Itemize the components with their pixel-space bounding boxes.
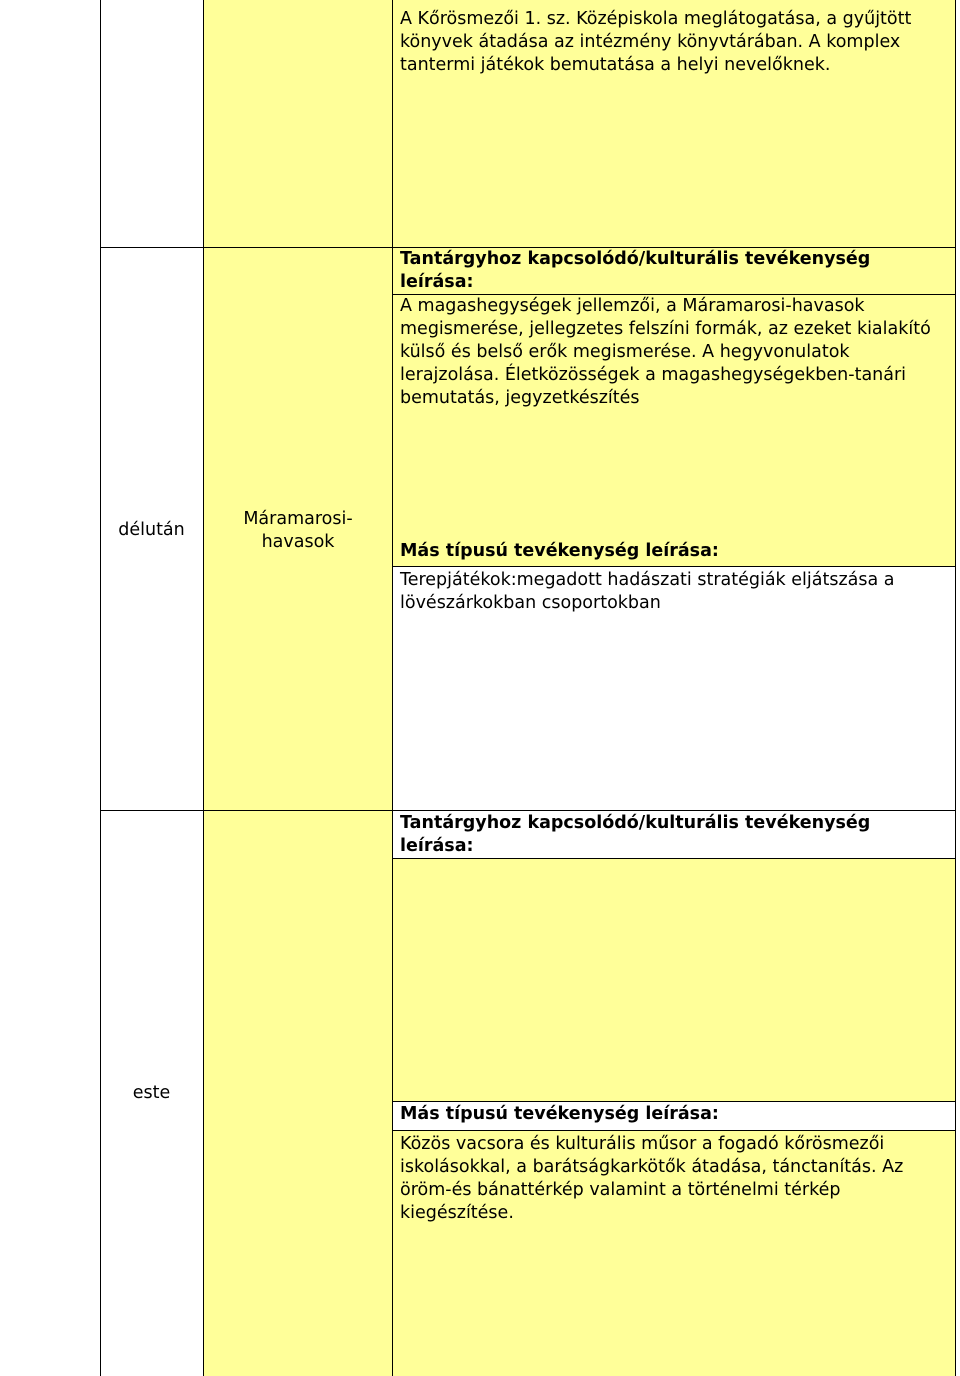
row3-tantargy-heading-line2: leírása: xyxy=(400,836,474,856)
row2-tantargy-body: A magashegységek jellemzői, a Máramarosi-havasok megismerése, jellegzetes felszíni formák, az ezeket kialakító külső és belső erők megismerése. A hegyvonulatok lerajzolása. Életközösségek a magashegységekben-tanári bemutatás, jegyzetkészítés xyxy=(400,296,931,408)
row2-location-label xyxy=(203,508,393,554)
row2-tantargy-heading-line1: Tantárgyhoz kapcsolódó/kulturális tevékenység xyxy=(400,249,871,269)
row3-mas-body: Közös vacsora és kulturális műsor a fogadó kőrösmezői iskolásokkal, a barátságkarkötők átadása, tánctanítás. Az öröm-és bánattérkép valamint a történelmi térkép kiegészítése. xyxy=(400,1134,904,1223)
row-divider-2 xyxy=(100,810,956,811)
grid-line-location-right xyxy=(392,0,393,1376)
grid-line-time-right xyxy=(203,0,204,1376)
row1-activity-body: A Kőrösmezői 1. sz. Középiskola meglátogatása, a gyűjtött könyvek átadása az intézmény könyvtárában. A komplex tantermi játékok bemutatása a helyi nevelőknek. xyxy=(400,9,912,75)
grid-line-left-outer xyxy=(100,0,101,1376)
row2-time-label: délután xyxy=(118,520,185,540)
row3-time-label: este xyxy=(132,1083,171,1103)
heading-divider-row3-tantargy xyxy=(393,858,956,859)
row3-tantargy-heading-line1: Tantárgyhoz kapcsolódó/kulturális tevékenység xyxy=(400,813,871,833)
row3-mas-heading: Más típusú tevékenység leírása: xyxy=(400,1104,719,1124)
row2-mas-heading: Más típusú tevékenység leírása: xyxy=(400,541,719,561)
heading-divider-row2-mas xyxy=(393,566,956,567)
row2-tantargy-heading-line2: leírása: xyxy=(400,272,474,292)
heading-divider-row3-mas-top xyxy=(393,1101,956,1102)
row2-tantargy-heading xyxy=(400,248,948,294)
location-column-yellow xyxy=(203,0,393,1376)
row2-location-line2: havasok xyxy=(261,532,335,552)
row3-tantargy-heading xyxy=(400,812,948,858)
heading-divider-row3-mas-bottom xyxy=(393,1130,956,1131)
row2-location-line1: Máramarosi- xyxy=(243,509,353,529)
row2-mas-body: Terepjátékok:megadott hadászati stratégiák eljátszása a lövészárkokban csoportokban xyxy=(400,570,895,613)
grid-line-content-right xyxy=(955,0,956,1376)
